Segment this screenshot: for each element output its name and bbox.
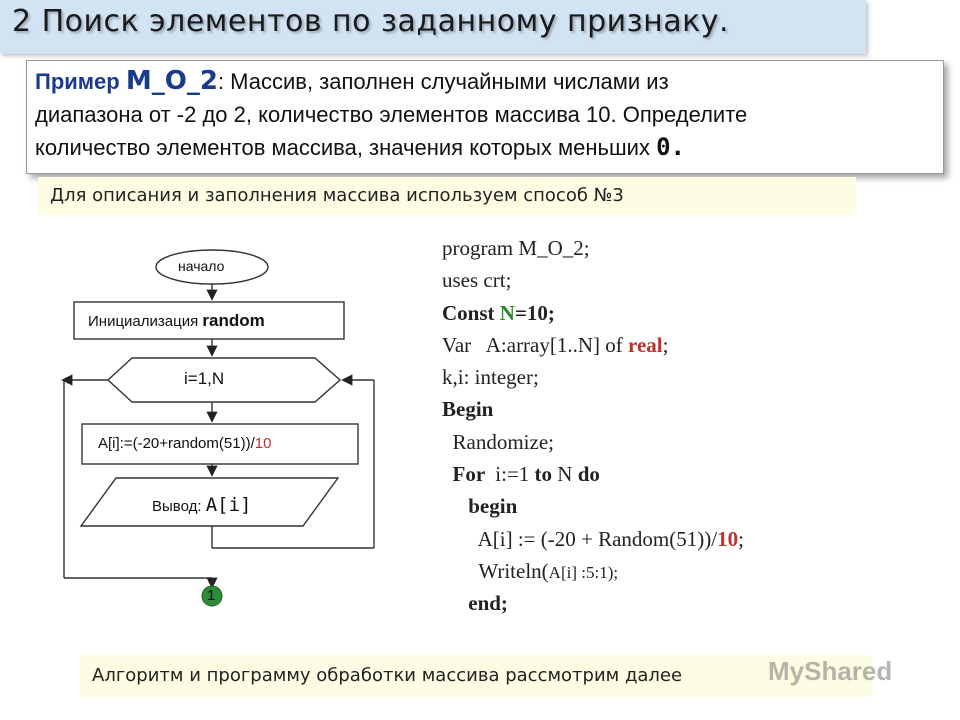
task-line-1: : Массив, заполнен случайными числами из: [217, 69, 669, 94]
assign-label: [98, 435, 271, 452]
assign-prefix: A[i]:=(-20+random(51))/: [98, 435, 255, 452]
method-note: [38, 177, 856, 215]
init-label: [88, 311, 265, 331]
code-line: begin: [442, 494, 518, 519]
example-name: M_O_2: [125, 66, 218, 96]
watermark-logo: MyShared: [768, 656, 893, 686]
title-bar: [0, 0, 866, 54]
code-listing: [442, 232, 744, 620]
init-prefix: Инициализация: [88, 313, 199, 330]
output-prefix: Вывод:: [152, 498, 202, 515]
code-line: A[i] := (-20 + Random(51))/10;: [442, 526, 744, 551]
init-keyword: random: [202, 311, 265, 330]
code-line: Const N=10;: [442, 300, 555, 325]
example-word: Пример: [35, 69, 120, 94]
assign-value: 10: [254, 435, 272, 452]
bottom-note: [80, 655, 872, 697]
slide-title: 2 Поиск элементов по заданному признаку.: [12, 4, 730, 39]
bottom-note-text: Алгоритм и программу обработки массива рассмотрим далее: [92, 665, 683, 686]
output-label: [152, 494, 251, 516]
code-line: Randomize;: [442, 429, 554, 454]
start-label: начало: [178, 258, 225, 274]
method-note-text: Для описания и заполнения массива используем способ №3: [50, 185, 624, 206]
code-line: uses crt;: [442, 268, 512, 293]
task-line-2: диапазона от -2 до 2, количество элементов массива 10. Определите: [35, 102, 748, 127]
loop-label: i=1,N: [184, 369, 225, 388]
code-line: program M_O_2;: [442, 236, 590, 260]
output-value: A[i]: [205, 494, 252, 516]
code-line: Writeln(A[i] :5:1);: [442, 558, 619, 583]
code-line: Begin: [442, 397, 494, 422]
task-value: 0.: [656, 133, 685, 161]
code-line: Var A:array[1..N] of real;: [442, 332, 669, 357]
code-line: For i:=1 to N do: [442, 462, 600, 487]
code-line: k,i: integer;: [442, 365, 539, 390]
code-line: end;: [442, 591, 508, 616]
task-line-3: количество элементов массива, значения которых меньших: [35, 135, 650, 160]
task-box: [26, 60, 944, 174]
task-text: [35, 65, 935, 164]
connector-label: 1: [207, 587, 216, 604]
